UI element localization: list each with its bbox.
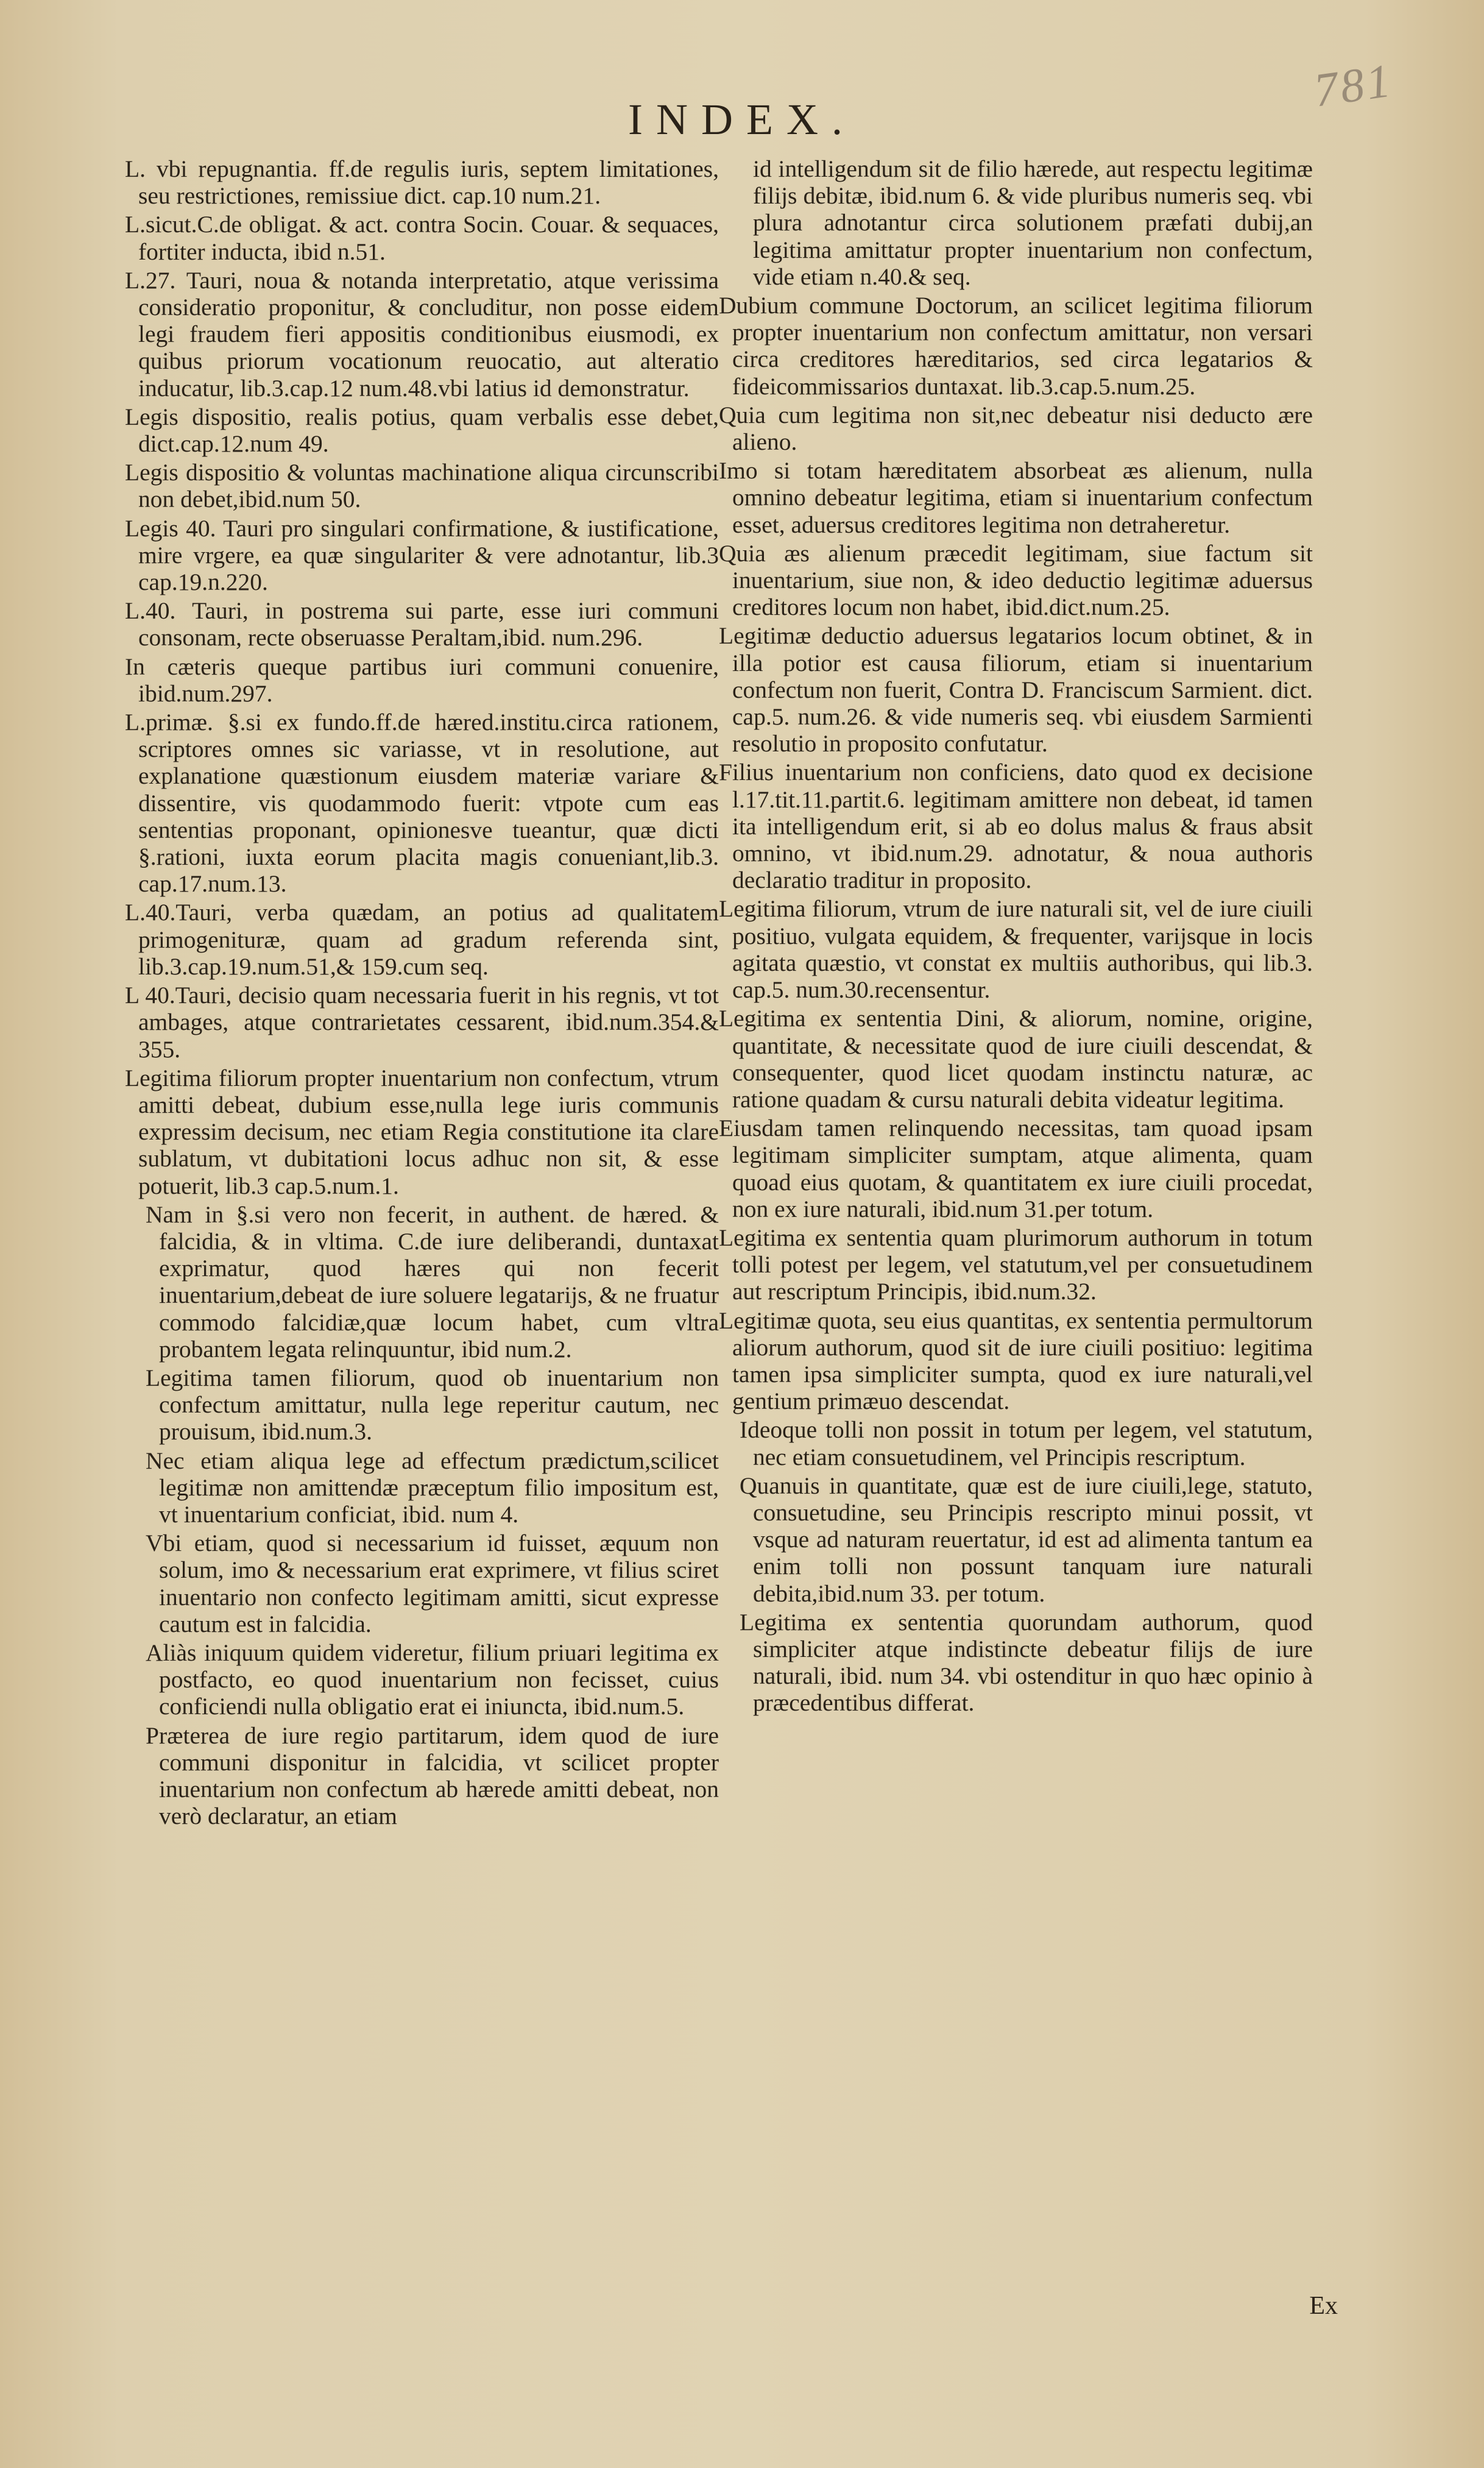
catchword: Ex xyxy=(1309,2292,1338,2320)
index-entry: Filius inuentarium non conficiens, dato quod ex decisione l.17.tit.11.partit.6. legitimam amittere non debeat, id tamen ita intelligendum erit, si ab eo dolus malus & fraus absit omnino, vt ibid.num.29. adnotatur, & noua authoris declaratio traditur in proposito. xyxy=(719,759,1313,894)
index-entry: Eiusdam tamen relinquendo necessitas, tam quoad ipsam legitimam simpliciter sumptam, atque alimenta, quam quoad eius quotam, & quantitatem ex iure ciuili procedat, non ex iure naturali, ibid.num 31.per totum. xyxy=(719,1115,1313,1222)
index-entry: Dubium commune Doctorum, an scilicet legitima filiorum propter inuentarium non confectum amittatur, non versari circa creditores hæreditarios, sed circa legatarios & fideicommissarios duntaxat. lib.3.cap.5.num.25. xyxy=(719,292,1313,400)
index-entry: Nam in §.si vero non fecerit, in authent. de hæred. & falcidia, & in vltima. C.de iure deliberandi, duntaxat exprimatur, quod hæres qui non fecerit inuentarium,debeat de iure soluere legatarijs, & ne fruatur commodo falcidiæ,quæ locum habet, cum vltra probantem legata relinquuntur, ibid num.2. xyxy=(146,1200,719,1363)
index-entry: Legitima tamen filiorum, quod ob inuentarium non confectum amittatur, nulla lege reperitur cautum, nec prouisum, ibid.num.3. xyxy=(146,1364,719,1445)
index-entry: L.primæ. §.si ex fundo.ff.de hæred.institu.circa rationem, scriptores omnes sic variasse, vt in resolutione, aut explanatione quæstionum eiusdem materiæ variare & dissentire, vis quodammodo fuerit: vtpote cum eas sententias proponant, opinionesve tueantur, quæ dicti §.rationi, iuxta eorum placita magis conueniant,lib.3. cap.17.num.13. xyxy=(125,709,719,898)
index-entry: In cæteris queque partibus iuri communi conuenire, ibid.num.297. xyxy=(125,653,719,707)
index-entry: Ideoque tolli non possit in totum per legem, vel statutum, nec etiam consuetudinem, vel Principis rescriptum. xyxy=(740,1416,1313,1470)
right-column xyxy=(719,155,1313,1718)
index-entry: Legis dispositio, realis potius, quam verbalis esse debet, dict.cap.12.num 49. xyxy=(125,403,719,458)
index-entry: Quia æs alienum præcedit legitimam, siue factum sit inuentarium, siue non, & ideo deductio legitimæ aduersus creditores locum non habet, ibid.dict.num.25. xyxy=(719,539,1313,621)
index-entry: Aliàs iniquum quidem videretur, filium priuari legitima ex postfacto, eo quod inuentarium non fecisset, cuius conficiendi nulla obligatio erat ei iniuncta, ibid.num.5. xyxy=(146,1639,719,1720)
index-entry: Quanuis in quantitate, quæ est de iure ciuili,lege, statuto, consuetudine, seu Principis rescripto minui possit, vt vsque ad naturam reuertatur, id est ad alimenta tantum ea enim tolli non possunt tanquam iure naturali debita,ibid.num 33. per totum. xyxy=(740,1472,1313,1607)
index-entry: Legis 40. Tauri pro singulari confirmatione, & iustificatione, mire vrgere, ea quæ singulariter & vere adnotantur, lib.3 cap.19.n.220. xyxy=(125,514,719,596)
page-title: INDEX. xyxy=(628,95,856,144)
folio-mark: 781 xyxy=(1310,53,1396,117)
index-entry: L.sicut.C.de obligat. & act. contra Socin. Couar. & sequaces, fortiter inducta, ibid n.51. xyxy=(125,211,719,265)
index-entry: Vbi etiam, quod si necessarium id fuisset, æquum non solum, imo & necessarium erat exprimere, vt filius sciret inuentario non confecto legitimam amitti, sicut expresse cautum est in falcidia. xyxy=(146,1530,719,1637)
index-entry: Legitima ex sententia quorundam authorum, quod simpliciter atque indistincte debeatur filijs de iure naturali, ibid. num 34. vbi ostenditur in quo hæc opinio à præcedentibus differat. xyxy=(740,1608,1313,1717)
index-entry: L 40.Tauri, decisio quam necessaria fuerit in his regnis, vt tot ambages, atque contrarietates cessarent, ibid.num.354.& 355. xyxy=(125,982,719,1063)
index-entry: Legitima ex sententia Dini, & aliorum, nomine, origine, quantitate, & necessitate quod de iure ciuili descendat, & consequenter, quod licet quodam instinctu naturæ, ac ratione quadam & cursu naturali debita videatur legitima. xyxy=(719,1005,1313,1113)
index-entry: L.40.Tauri, verba quædam, an potius ad qualitatem primogenituræ, quam ad gradum referenda sint, lib.3.cap.19.num.51,& 159.cum seq. xyxy=(125,899,719,980)
index-entry: id intelligendum sit de filio hærede, aut respectu legitimæ filijs debitæ, ibid.num 6. & vide pluribus numeris seq. vbi plura adnotantur circa solutionem præfati dubij,an legitima amittatur propter inuentarium non confectum, vide etiam n.40.& seq. xyxy=(753,155,1313,290)
index-entry: Legitima filiorum, vtrum de iure naturali sit, vel de iure ciuili positiuo, vulgata equidem, & frequenter, varijsque in locis agitata quæstio, vt constat ex multiis authoribus, qui lib.3. cap.5. num.30.recensentur. xyxy=(719,895,1313,1004)
index-entry: Nec etiam aliqua lege ad effectum prædictum,scilicet legitimæ non amittendæ præceptum filio impositum est, vt inuentarium conficiat, ibid. num 4. xyxy=(146,1447,719,1528)
index-entry: Quia cum legitima non sit,nec debeatur nisi deducto ære alieno. xyxy=(719,401,1313,456)
index-entry: Præterea de iure regio partitarum, idem quod de iure communi disponitur in falcidia, vt scilicet propter inuentarium non confectum ab hærede amitti debeat, non verò declaratur, an etiam xyxy=(146,1722,719,1830)
index-entry: L.27. Tauri, noua & notanda interpretatio, atque verissima consideratio proponitur, & concluditur, non posse eidem legi fraudem fieri appositis conditionibus eiusmodi, ex quibus priorum vocationum reuocatio, aut alteratio inducatur, lib.3.cap.12 num.48.vbi latius id demonstratur. xyxy=(125,266,719,402)
index-entry: Legitimæ quota, seu eius quantitas, ex sententia permultorum aliorum authorum, quod sit de iure ciuili positiuo: legitima tamen ipsa simpliciter sumpta, quod ex iure naturali,vel gentium primæuo descendat. xyxy=(719,1307,1313,1415)
index-entry: Imo si totam hæreditatem absorbeat æs alienum, nulla omnino debeatur legitima, etiam si inuentarium confectum esset, aduersus creditores legitima non detraheretur. xyxy=(719,457,1313,538)
index-entry: Legis dispositio & voluntas machinatione aliqua circunscribi non debet,ibid.num 50. xyxy=(125,459,719,513)
index-entry: Legitima filiorum propter inuentarium non confectum, vtrum amitti debeat, dubium esse,nulla lege iuris communis expressim decisum, nec etiam Regia constitutione ita clare sublatum, vt dubitationi locus adhuc non sit, & esse potuerit, lib.3 cap.5.num.1. xyxy=(125,1064,719,1199)
index-entry: Legitimæ deductio aduersus legatarios locum obtinet, & in illa potior est causa filiorum, etiam si inuentarium confectum non fuerit, Contra D. Franciscum Sarmient. dict. cap.5. num.26. & vide numeris seq. vbi eiusdem Sarmienti resolutio in proposito confutatur. xyxy=(719,622,1313,757)
index-entry: L.40. Tauri, in postrema sui parte, esse iuri communi consonam, recte obseruasse Peraltam,ibid. num.296. xyxy=(125,597,719,651)
left-column xyxy=(125,155,719,1831)
index-entry: L. vbi repugnantia. ff.de regulis iuris, septem limitationes, seu restrictiones, remissiue dict. cap.10 num.21. xyxy=(125,155,719,210)
index-entry: Legitima ex sententia quam plurimorum authorum in totum tolli potest per legem, vel statutum,vel per consuetudinem aut rescriptum Principis, ibid.num.32. xyxy=(719,1224,1313,1305)
